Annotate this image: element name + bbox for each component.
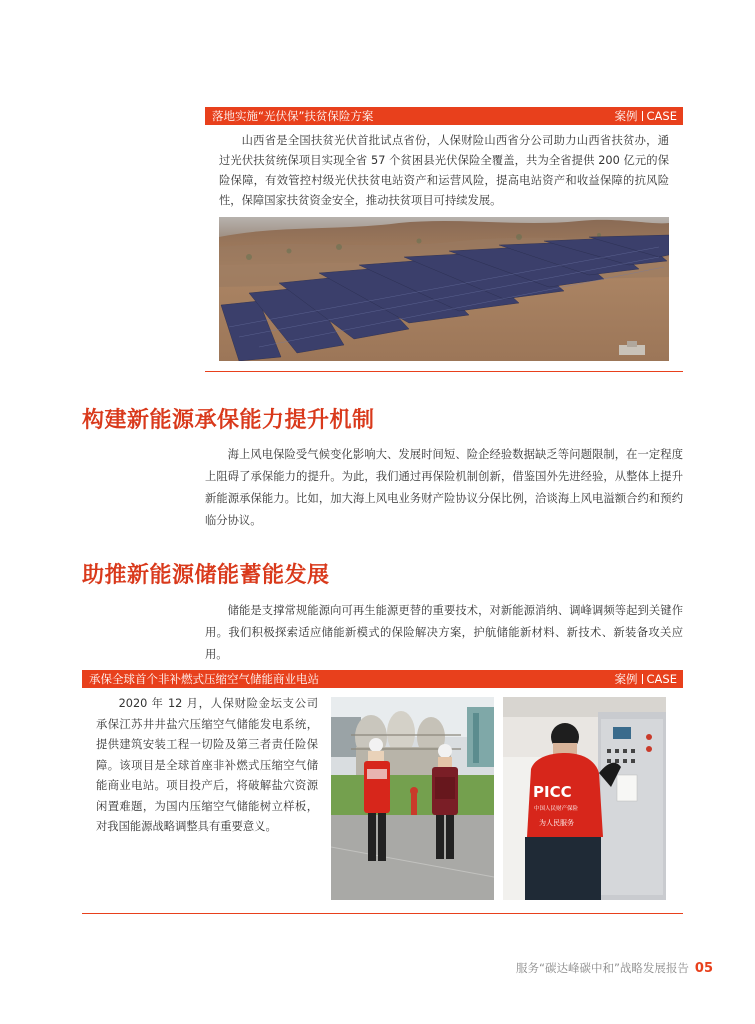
case-tag-2: 案例 CASE — [614, 672, 677, 686]
case-banner-1 — [205, 107, 683, 125]
case-tag-1: 案例 CASE — [614, 109, 677, 123]
case-banner-2 — [82, 670, 683, 688]
section-body-1: 海上风电保险受气候变化影响大、发展时间短、险企经验数据缺乏等问题限制，在一定程度上阻碍了承保能力的提升。为此，我们通过再保险机制创新，借鉴国外先进经验，从整体上提升新能源承保能力。比如，加大海上风电业务财产险协议分保比例，洽谈海上风电溢额合约和预约临分协议。 — [205, 448, 683, 527]
case-body-2: 2020 年 12 月，人保财险金坛支公司承保江苏井井盐穴压缩空气储能发电系统，提供建筑安装工程一切险及第三者责任险保障。该项目是全球首座非补燃式压缩空气储能商业电站。项目投产后，将破解盐穴资源闲置难题，为国内压缩空气储能树立样板，对我国能源战略调整具有重要意义。 — [96, 697, 318, 833]
divider-2 — [82, 913, 683, 914]
case-title-2: 承保全球首个非补燃式压缩空气储能商业电站 — [89, 672, 319, 686]
section-heading-2: 助推新能源储能蓄能发展 — [82, 563, 330, 588]
case-body-1: 山西省是全国扶贫光伏首批试点省份，人保财险山西省分公司助力山西省扶贫办，通过光伏扶贫统保项目实现全省 57 个贫困县光伏保险全覆盖，共为全省提供 200 亿元的保险保障，有效管控村级光伏扶贫电站资产和运营风险，提高电站资产和收益保障的抗风险性，保障国家扶贫资金安全，推动扶贫项目可持续发展。 — [219, 134, 669, 207]
page-footer — [516, 960, 713, 976]
control-panel-photo-icon — [503, 697, 666, 900]
plant-inspection-photo-icon — [331, 697, 494, 900]
section-heading-1: 构建新能源承保能力提升机制 — [82, 408, 375, 433]
vest-slogan: 为人民服务 — [539, 819, 574, 827]
vest-text: 中国人民财产保险 — [534, 806, 579, 812]
section-body-2: 储能是支撑常规能源向可再生能源更替的重要技术，对新能源消纳、调峰调频等起到关键作用。我们积极探索适应储能新模式的保险解决方案，护航储能新材料、新技术、新装备攻关应用。 — [205, 604, 683, 661]
page-number: 05 — [694, 961, 713, 976]
case-title-1: 落地实施“光伏保”扶贫保险方案 — [212, 109, 374, 123]
footer-report-title: 服务“碳达峰碳中和”战略发展报告 — [515, 961, 689, 975]
solar-farm-photo-icon — [219, 217, 669, 361]
vest-logo: PICC — [533, 783, 572, 801]
divider-1 — [205, 371, 683, 372]
